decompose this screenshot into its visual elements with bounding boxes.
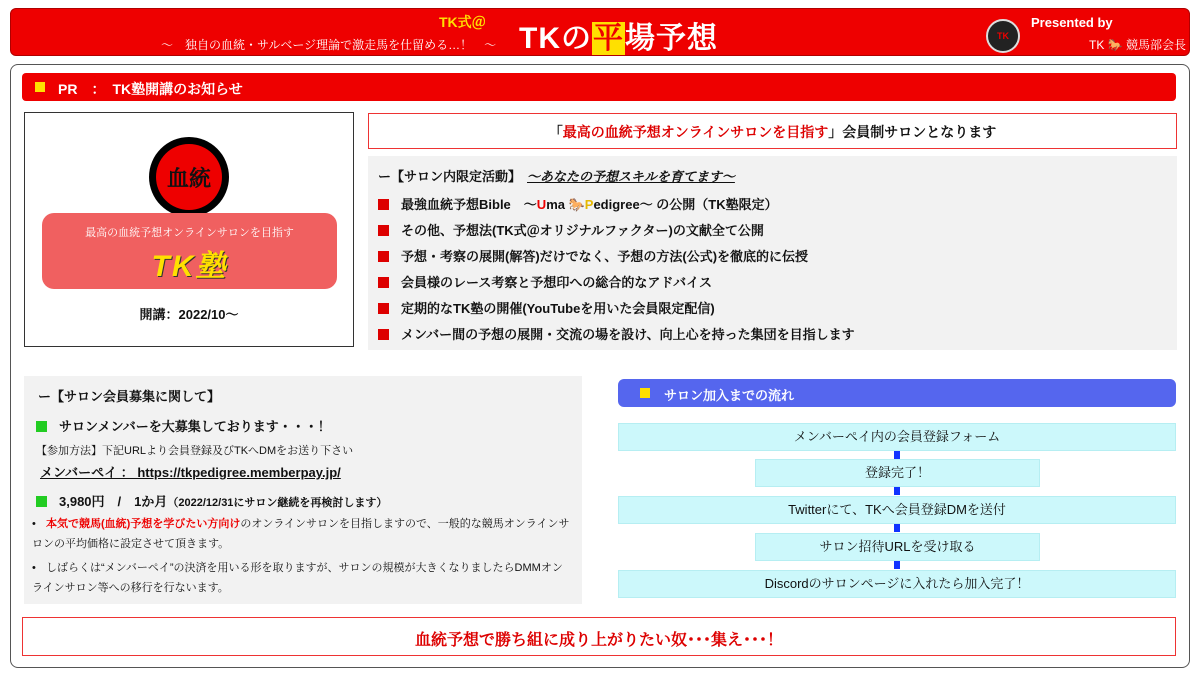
pr-label: PR ： TK塾開講のお知らせ [58,81,243,97]
promo-caption: 最高の血統予想オンラインサロンを目指す [85,227,294,239]
red-square-bullet-icon [378,329,389,340]
flow-step: 登録完了！ [755,459,1040,487]
flow-step: サロン招待URLを受け取る [755,533,1040,561]
membership-info [24,376,582,604]
list-item: その他、予想法(TK式＠オリジナルファクター)の文献全て公開 [378,220,764,239]
note-item: • しばらくは“メンバーペイ”の決済を用いる形を取りますが、サロンの規模が大きくなりましたらDMMオンラインサロン等への移行を行ないます。 [32,558,572,598]
brand-logo: TK [986,19,1020,53]
flow-step: Discordのサロンページに入れたら加入完了！ [618,570,1176,598]
opening-date: 開講：2022/10～ [139,307,239,322]
catchphrase: ～ 独自の血統・サルベージ理論で激走馬を仕留める…！ ～ [161,38,497,52]
header-banner [10,8,1190,56]
price-note: （2022/12/31にサロン継続を再検討します） [167,497,388,509]
membership-heading: ー【サロン会員募集に関して】 [38,389,221,404]
green-square-bullet-icon [36,496,47,507]
price: 3,980円 / 1か月（2022/12/31にサロン継続を再検討します） [36,491,387,510]
list-item: 予想・考察の展開(解答)だけでなく、予想の方法(公式)を徹底的に伝授 [378,246,808,265]
square-bullet-icon [35,82,45,92]
red-square-bullet-icon [378,277,389,288]
presenter-name: TK 🐎 競馬部会長 [1089,38,1186,52]
green-square-bullet-icon [36,421,47,432]
promo-badge [42,213,337,289]
red-square-bullet-icon [378,303,389,314]
bloodline-seal-logo: 血統 [149,137,229,217]
memberpay-link[interactable]: メンバーペイ ： https://tkpedigree.memberpay.jp/ [40,465,341,480]
note-item: • 本気で競馬(血統)予想を学びたい方向けのオンラインサロンを目指しますので、一般的な競馬オンラインサロンの平均価格に設定させて頂きます。 [32,514,572,554]
red-square-bullet-icon [378,225,389,236]
presented-by-label: Presented by [1031,15,1113,30]
red-square-bullet-icon [378,199,389,210]
list-item: メンバー間の予想の展開・交流の場を設け、向上心を持った集団を目指します [378,324,855,343]
page-title: TKの平場予想 [519,22,718,55]
connector-icon [894,451,900,459]
headline-box: 「最高の血統予想オンラインサロンを目指す」会員制サロンとなります [368,113,1177,149]
square-bullet-icon [640,388,650,398]
flow-section-bar [618,379,1176,407]
list-item: 最強血統予想Bible ～Uma 🐎Pedigree～ の公開（TK塾限定） [378,194,778,213]
dot-bullet-icon: • [32,518,36,530]
title-highlight: 平 [593,22,624,55]
list-item: 会員様のレース考察と予想印への総合的なアドバイス [378,272,712,291]
list-item: 定期的なTK塾の開催(YouTubeを用いた会員限定配信) [378,298,715,317]
red-square-bullet-icon [378,251,389,262]
flow-step: メンバーペイ内の会員登録フォーム [618,423,1176,451]
headline-rest: 会員制サロンとなります [842,124,997,140]
activities-heading: ー【サロン内限定活動】 ～あなたの予想スキルを育てます～ [378,169,735,184]
horse-icon: 🐎 [568,197,585,212]
pr-section-bar [22,73,1176,101]
bottom-banner [22,617,1176,656]
flow-title: サロン加入までの流れ [664,388,795,403]
connector-icon [894,524,900,532]
banner-text: 血統予想で勝ち組に成り上がりたい奴･･･集え･･･！ [414,632,783,649]
flow-step: Twitterにて、TKへ会員登録DMを送付 [618,496,1176,524]
headline-emphasis: 最高の血統予想オンラインサロンを目指す [562,124,829,140]
tk-juku-logo-text: TK塾 [151,250,228,283]
recruit-text: サロンメンバーを大募集しております・・・！ [36,416,331,435]
brand-label: TK式＠ [439,14,486,30]
dot-bullet-icon: • [32,562,36,574]
activities-subheading: ～あなたの予想スキルを育てます～ [527,169,735,184]
join-method: 【参加方法】下記URLより会員登録及びTKへDMをお送り下さい [36,445,354,457]
activities-list [368,156,1177,350]
connector-icon [894,487,900,495]
connector-icon [894,561,900,569]
